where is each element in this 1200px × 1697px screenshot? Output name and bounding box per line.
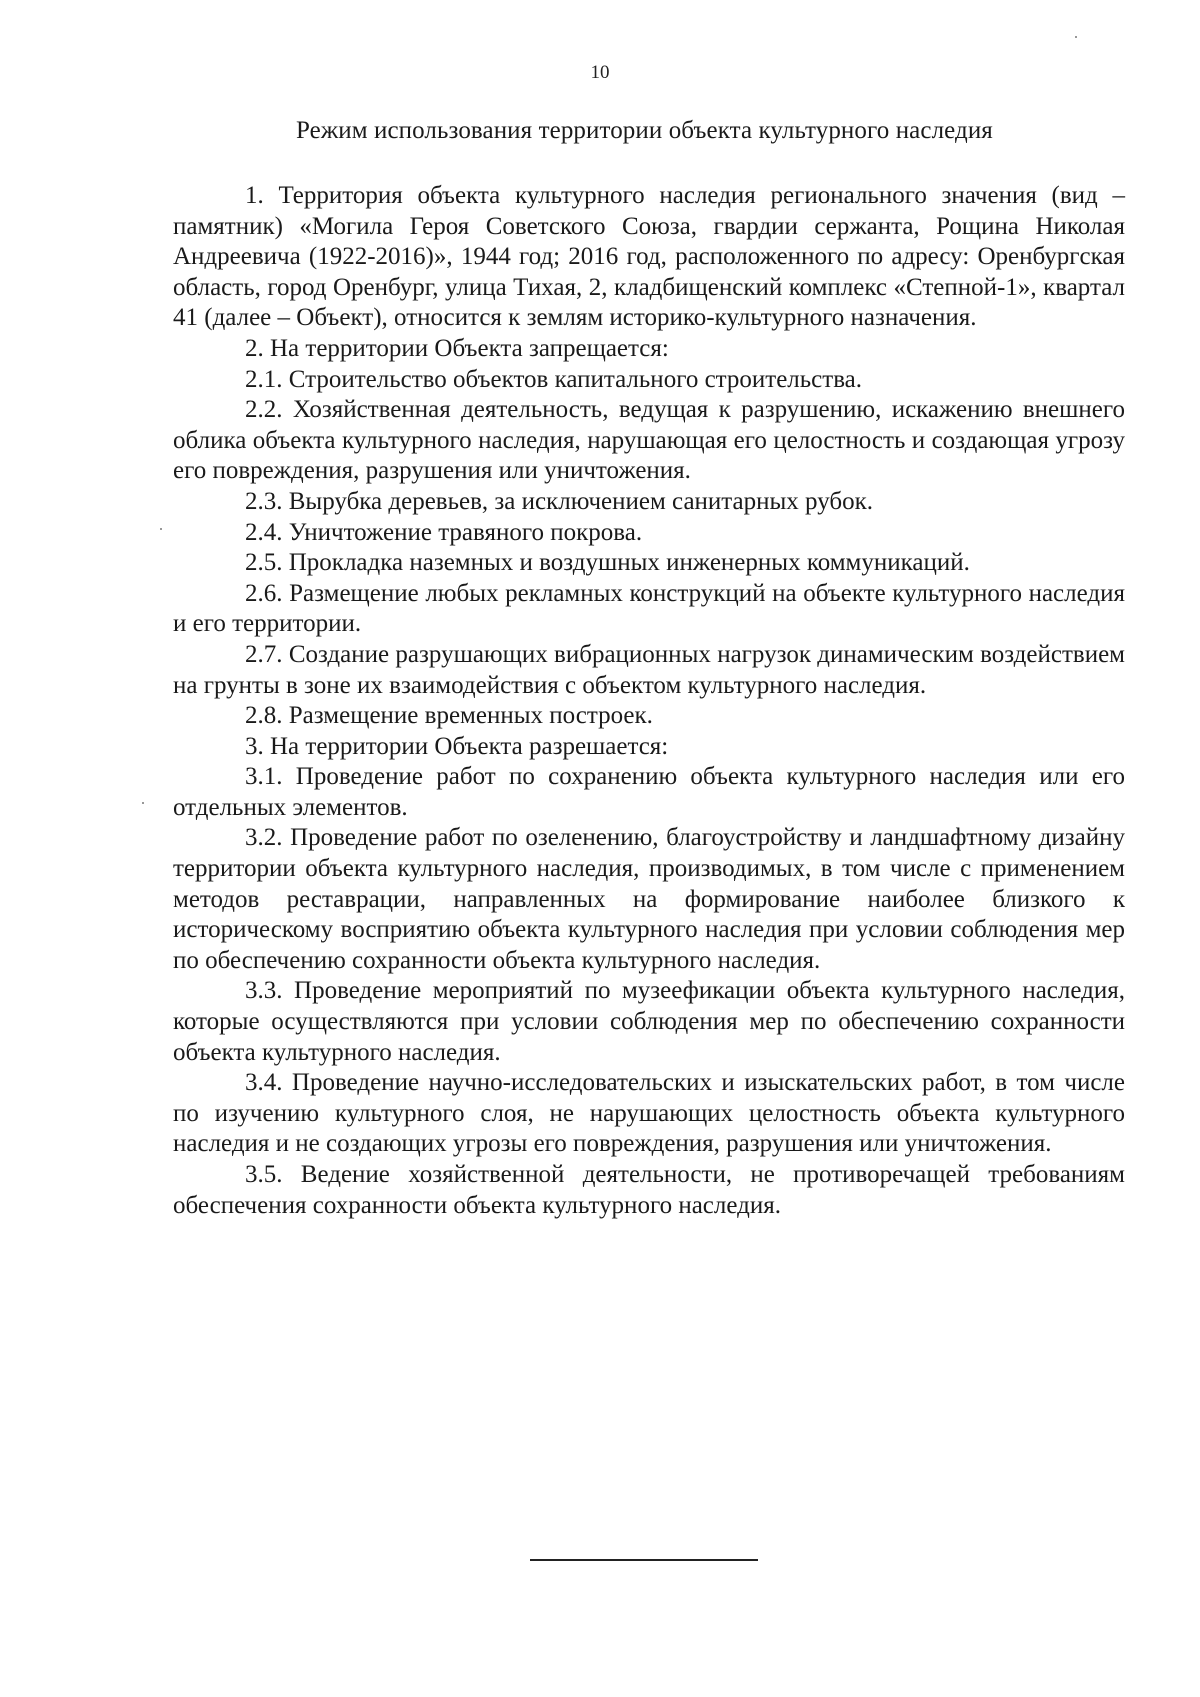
paragraph-1: 1. Территория объекта культурного наследия регионального значения (вид – памятник) «Могила Героя Советского Союза, гвардии сержанта, Рощина Николая Андреевича (1922-2016)», 1944 год; 2016 год, расположенного по адресу: Оренбургская область, город Оренбург, улица Тихая, 2, кладбищенский комплекс «Степной-1», квартал 41 (далее – Объект), относится к землям историко-культурного назначения. xyxy=(173,182,1125,332)
paragraph-2-7: 2.7. Создание разрушающих вибрационных нагрузок динамическим воздействием на грунты в зоне их взаимодействия с объектом культурного наследия. xyxy=(173,640,1125,699)
paragraph-2-2: 2.2. Хозяйственная деятельность, ведущая к разрушению, искажению внешнего облика объекта культурного наследия, нарушающая его целостность и создающая угрозу его повреждения, разрушения или уничтожения. xyxy=(173,396,1125,485)
end-of-text-rule xyxy=(530,1559,758,1561)
paragraph-3-4: 3.4. Проведение научно-исследовательских и изыскательских работ, в том числе по изучению культурного слоя, не нарушающих целостность объекта культурного наследия и не создающих угрозы его повреждения, разрушения или уничтожения. xyxy=(173,1069,1125,1158)
paragraph-3-3: 3.3. Проведение мероприятий по музеефикации объекта культурного наследия, которые осуществляются при условии соблюдения мер по обеспечению сохранности объекта культурного наследия. xyxy=(173,977,1125,1066)
paragraph-3-1: 3.1. Проведение работ по сохранению объекта культурного наследия или его отдельных элементов. xyxy=(173,763,1125,821)
document-title: Режим использования территории объекта культурного наследия xyxy=(296,117,993,144)
paragraph-3-5: 3.5. Ведение хозяйственной деятельности, не противоречащей требованиям обеспечения сохранности объекта культурного наследия. xyxy=(173,1161,1125,1219)
paragraph-2-8: 2.8. Размещение временных построек. xyxy=(245,702,653,730)
paragraph-2-3: 2.3. Вырубка деревьев, за исключением санитарных рубок. xyxy=(245,487,874,515)
paragraph-3: 3. На территории Объекта разрешается: xyxy=(245,732,669,760)
page-number: 10 xyxy=(590,62,610,83)
scan-speck xyxy=(142,802,144,804)
paragraph-2: 2. На территории Объекта запрещается: xyxy=(245,334,669,362)
paragraph-2-1: 2.1. Строительство объектов капитального строительства. xyxy=(245,365,863,393)
paragraph-2-4: 2.4. Уничтожение травяного покрова. xyxy=(245,518,643,546)
paragraph-2-5: 2.5. Прокладка наземных и воздушных инженерных коммуникаций. xyxy=(245,549,970,577)
paragraph-3-2: 3.2. Проведение работ по озеленению, благоустройству и ландшафтному дизайну территории объекта культурного наследия, производимых, в том числе с применением методов реставрации, направленных на формирование наиболее близкого к историческому восприятию объекта культурного наследия при условии соблюдения мер по обеспечению сохранности объекта культурного наследия. xyxy=(173,824,1125,974)
paragraph-2-6: 2.6. Размещение любых рекламных конструкций на объекте культурного наследия и его территории. xyxy=(173,579,1125,638)
scan-speck xyxy=(1075,36,1077,38)
scan-speck xyxy=(160,528,162,530)
document-body xyxy=(173,181,1125,1221)
